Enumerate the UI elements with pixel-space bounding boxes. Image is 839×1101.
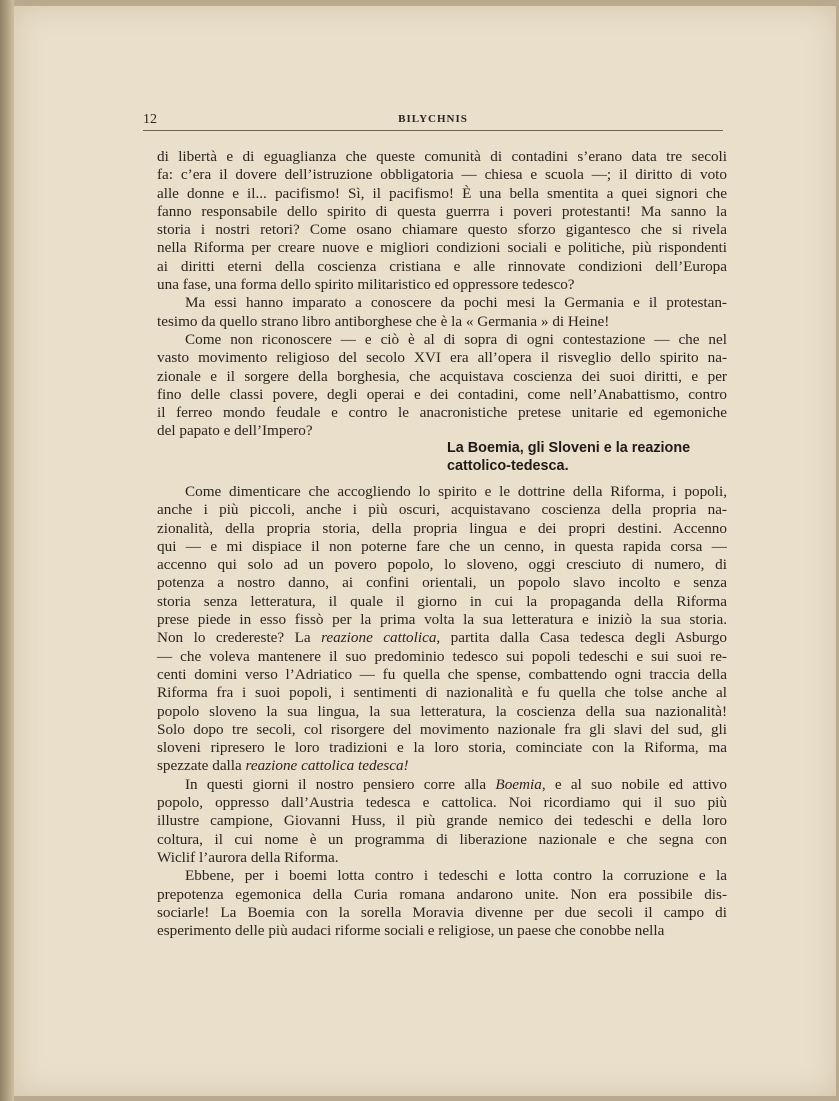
text-line: fanno responsabile dello spirito di questa guerrra i poveri protestanti! Ma sanno la: [157, 202, 727, 220]
section-2-text: [157, 483, 727, 940]
section-1-text: [157, 148, 727, 441]
text-line: fa: c’era il dovere dell’istruzione obbligatoria — chiesa e scuola —; il diritto di voto: [157, 166, 727, 184]
text-line: prese piede in esso fissò per la prima volta la sua letteratura e iniziò la sua storia.: [157, 611, 727, 629]
text-line: popolo, oppresso dall’Austria tedesca e cattolica. Noi ricordiamo qui il suo più: [157, 794, 727, 812]
text-line: tesimo da quello strano libro antiborghese che è la « Germania » di Heine!: [157, 312, 610, 330]
text-line: una fase, una forma dello spirito militaristico ed oppressore tedesco?: [157, 276, 575, 294]
text-line: Solo dopo tre secoli, col risorgere del movimento nazionale fra gli slavi del sud, gli: [157, 720, 727, 738]
text-line: Riforma fra i suoi popoli, i sentimenti di nazionalità e fu quella che tolse anche al: [157, 684, 727, 702]
text-line: zionalità, della propria storia, della propria lingua e dei propri destini. Accenno: [157, 519, 727, 537]
text-line: storia i nostri retori? Come osano chiamare questo sforzo gigantesco che si rivela: [157, 221, 727, 239]
text-line: Come non riconoscere — e ciò è al di sopra di ogni contestazione — che nel: [185, 330, 727, 348]
italic-phrase: reazione cattolica tedesca!: [245, 757, 409, 775]
text-line: ai diritti eterni della coscienza cristiana e alle rinnovate condizioni dell’Europa: [157, 257, 727, 275]
section-heading: [447, 439, 737, 475]
italic-phrase: Boemia: [495, 775, 542, 793]
text-line: zionale e il sorgere della borghesia, che acquistava coscienza dei suoi diritti, e per: [157, 367, 727, 385]
text-line: esperimento delle più audaci riforme sociali e religiose, un paese che conobbe nella: [157, 922, 665, 940]
text-line: storia senza letteratura, il quale il giorno in cui la propaganda della Riforma: [157, 592, 727, 610]
page-number: 12: [143, 112, 157, 127]
section-heading-line-1: La Boemia, gli Sloveni e la reazione: [447, 440, 691, 456]
text-line: Ma essi hanno imparato a conoscere da pochi mesi la Germania e il protestan-: [185, 294, 727, 312]
italic-phrase: reazione cattolica: [321, 629, 437, 647]
text-line: potenza a nostro danno, ai confini orientali, un popolo slavo incolto e senza: [157, 574, 727, 592]
text-line: sociarle! La Boemia con la sorella Moravia divenne per due secoli il campo di: [157, 903, 727, 921]
text-line: del papato e dell’Impero?: [157, 422, 313, 440]
page-header: [143, 112, 723, 132]
text-line: vasto movimento religioso del secolo XVI era all’opera il risveglio dello spirito na-: [157, 349, 727, 367]
text-line: di libertà e di eguaglianza che queste comunità di contadini s’erano data tre secoli: [157, 148, 727, 165]
text-line: nella Riforma per creare nuove e migliori condizioni sociali e politiche, più rispondenti: [157, 239, 727, 257]
text-line: Wiclif l’aurora della Riforma.: [157, 848, 339, 866]
section-heading-line-2: cattolico-tedesca.: [447, 458, 569, 474]
text-line: — che voleva mantenere il suo predominio tedesco sui popoli tedeschi e sui suoi re-: [157, 647, 727, 665]
text-line: alle donne e il... pacifismo! Sì, il pacifismo! È una bella smentita a quei signori che: [157, 184, 727, 202]
text-line: fino delle classi povere, degli operai e dei contadini, come nell’Anabattismo, contro: [157, 385, 727, 403]
text-line: il ferreo mondo feudale e contro le anacronistiche pretese unitarie ed egemoniche: [157, 404, 727, 422]
text-line: centi domini verso l’Adriatico — fu quella che spense, combattendo ogni traccia della: [157, 665, 727, 683]
text-line: Non lo credereste? La reazione cattolica, partita dalla Casa tedesca degli Asburgo: [157, 629, 727, 647]
running-title: BILYCHNIS: [398, 113, 468, 125]
page-edge-shadow: [0, 0, 14, 1101]
text-line: In questi giorni il nostro pensiero corre alla Boemia, e al suo nobile ed attivo: [185, 775, 727, 793]
text-line: anche i più piccoli, anche i più oscuri, acquistavano coscienza della propria na-: [157, 501, 727, 519]
header-rule: [143, 130, 723, 131]
text-line: qui — e mi dispiace il non poterne fare che un cenno, in questa rapida corsa —: [157, 537, 727, 555]
text-line: coltura, il cui nome è un programma di liberazione nazionale e che segna con: [157, 830, 727, 848]
text-line: Ebbene, per i boemi lotta contro i tedeschi e lotta contro la corruzione e la: [185, 867, 727, 885]
text-line: sloveni ripresero le loro tradizioni e la loro storia, cominciate con la Riforma, ma: [157, 739, 727, 757]
text-line: illustre campione, Giovanni Huss, il più grande nemico dei tedeschi e della loro: [157, 812, 727, 830]
text-line: spezzate dalla reazione cattolica tedesca!: [157, 757, 409, 775]
text-line: popolo sloveno la sua lingua, la sua letteratura, la coscienza della sua nazionalità!: [157, 702, 727, 720]
text-line: accenno qui solo ad un povero popolo, lo sloveno, oggi cresciuto di numero, di: [157, 556, 727, 574]
text-line: Come dimenticare che accogliendo lo spirito e le dottrine della Riforma, i popoli,: [185, 483, 727, 500]
text-line: prepotenza egemonica della Curia romana andarono unite. Non era possibile dis-: [157, 885, 727, 903]
